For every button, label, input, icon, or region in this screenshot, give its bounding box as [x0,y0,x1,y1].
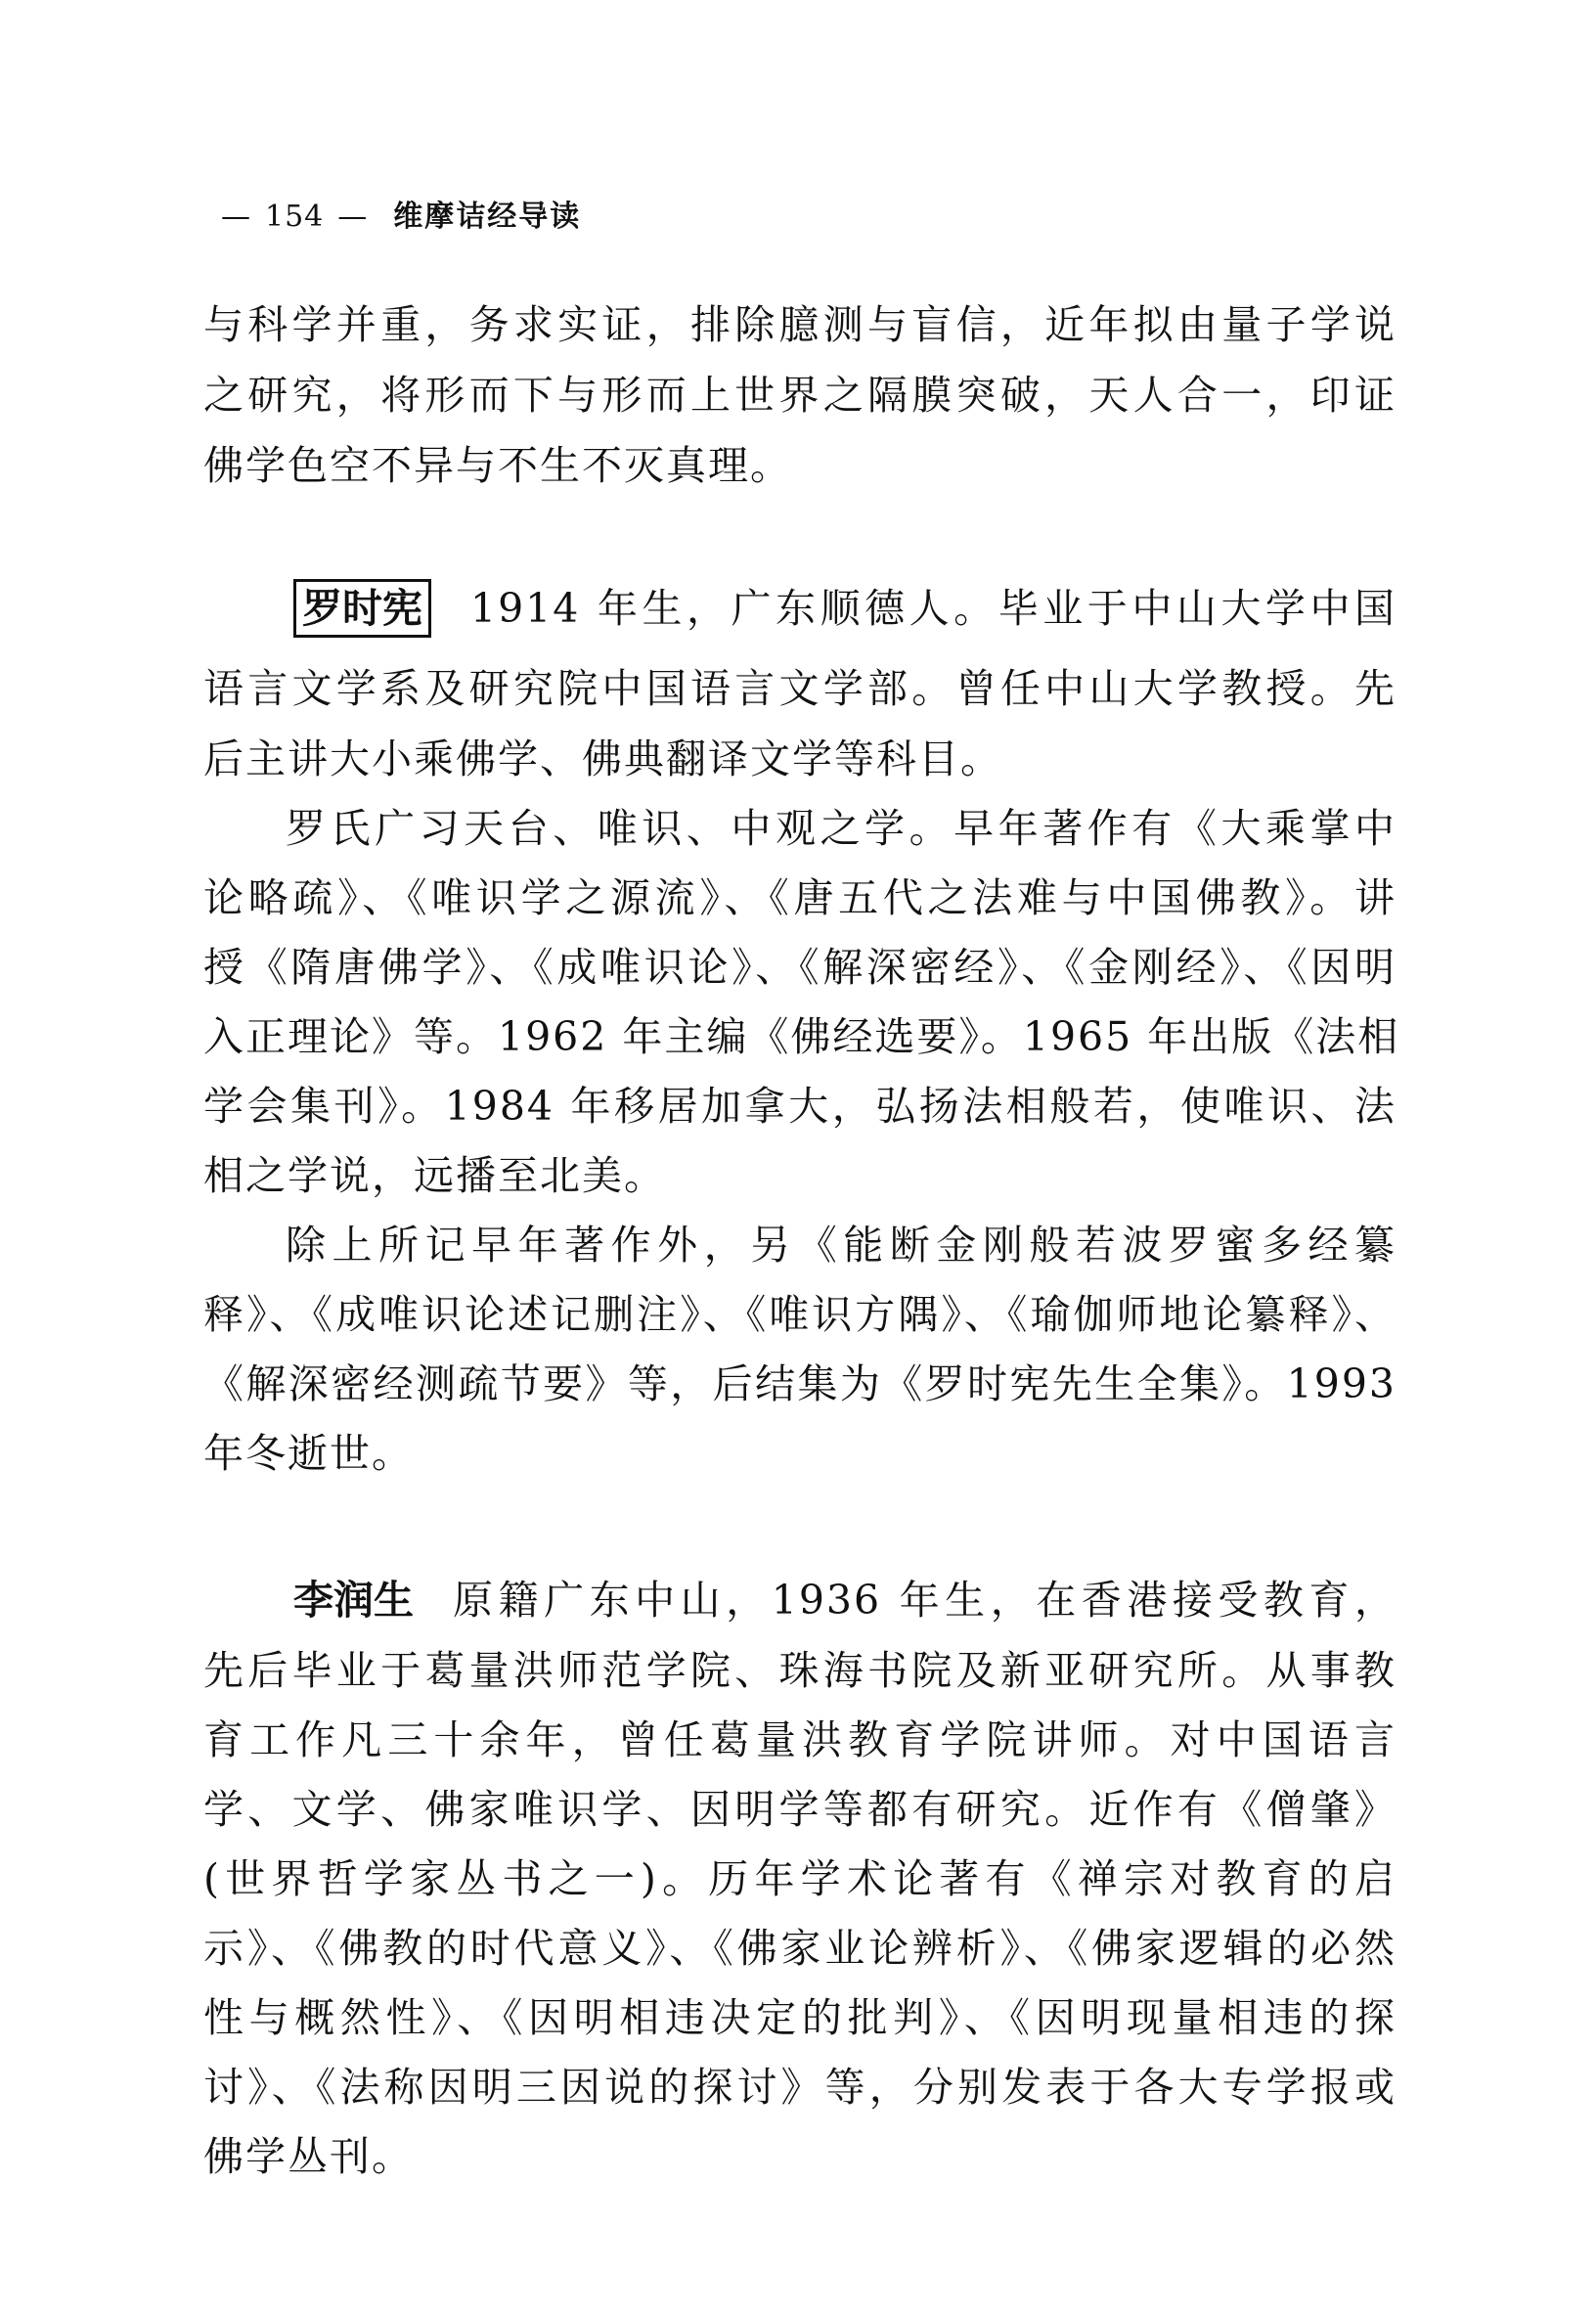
entry2-line: 示》、《佛教的时代意义》、《佛家业论辨析》、《佛家逻辑的必然 [203,1925,1396,1972]
book-title: 维摩诘经导读 [393,200,582,234]
entry1-para3-line: 《解深密经测疏节要》等，后结集为《罗时宪先生全集》。1993 [203,1360,1396,1407]
entry2-line: 先后毕业于葛量洪师范学院、珠海书院及新亚研究所。从事教 [203,1647,1396,1694]
entry1-line: 后主讲大小乘佛学、佛典翻译文学等科目。 [203,735,1002,782]
entry1-para2-line: 罗氏广习天台、唯识、中观之学。早年著作有《大乘掌中 [286,805,1396,852]
entry2-line: 佛学丛刊。 [203,2133,414,2180]
entry2-name: 李润生 [293,1577,414,1624]
header-dash-left: — [221,200,251,234]
entry1-para2-line: 入正理论》等。1962 年主编《佛经选要》。1965 年出版《法相 [203,1013,1400,1060]
entry1-first-line [293,577,1396,640]
entry2-first-text: 原籍广东中山，1936 年生，在香港接受教育， [453,1577,1396,1624]
entry2-line: 学、文学、佛家唯识学、因明学等都有研究。近作有《僧肇》 [203,1786,1396,1833]
page-number: 154 [265,200,325,234]
entry1-para3-line: 释》、《成唯识论述记删注》、《唯识方隅》、《瑜伽师地论纂释》、 [203,1291,1396,1338]
entry2-line: (世界哲学家丛书之一)。历年学术论著有《禅宗对教育的启 [203,1855,1396,1902]
entry1-para3-line: 除上所记早年著作外，另《能断金刚般若波罗蜜多经纂 [286,1222,1396,1269]
entry2-line: 性与概然性》、《因明相违决定的批判》、《因明现量相违的探 [203,1994,1396,2041]
intro-line: 之研究，将形而下与形而上世界之隔膜突破，天人合一，印证 [203,372,1396,419]
header-dash-right: — [337,200,369,234]
running-header [207,196,581,239]
entry1-para2-line: 论略疏》、《唯识学之源流》、《唐五代之法难与中国佛教》。讲 [203,874,1396,921]
entry1-para2-line: 授《隋唐佛学》、《成唯识论》、《解深密经》、《金刚经》、《因明 [203,944,1396,991]
entry1-name: 罗时宪 [293,579,431,638]
entry2-line: 育工作凡三十余年，曾任葛量洪教育学院讲师。对中国语言 [203,1716,1396,1763]
entry2-first-line [293,1569,1396,1631]
entry1-para3-line: 年冬逝世。 [203,1430,414,1477]
entry1-first-text: 1914 年生，广东顺德人。毕业于中山大学中国 [470,585,1396,632]
intro-line: 佛学色空不异与不生不灭真理。 [203,442,792,489]
entry2-line: 讨》、《法称因明三因说的探讨》等，分别发表于各大专学报或 [203,2064,1396,2111]
entry1-para2-line: 学会集刊》。1984 年移居加拿大，弘扬法相般若，使唯识、法 [203,1083,1396,1130]
entry1-para2-line: 相之学说，远播至北美。 [203,1152,666,1199]
entry1-line: 语言文学系及研究院中国语言文学部。曾任中山大学教授。先 [203,665,1396,712]
intro-line: 与科学并重，务求实证，排除臆测与盲信，近年拟由量子学说 [203,301,1396,348]
